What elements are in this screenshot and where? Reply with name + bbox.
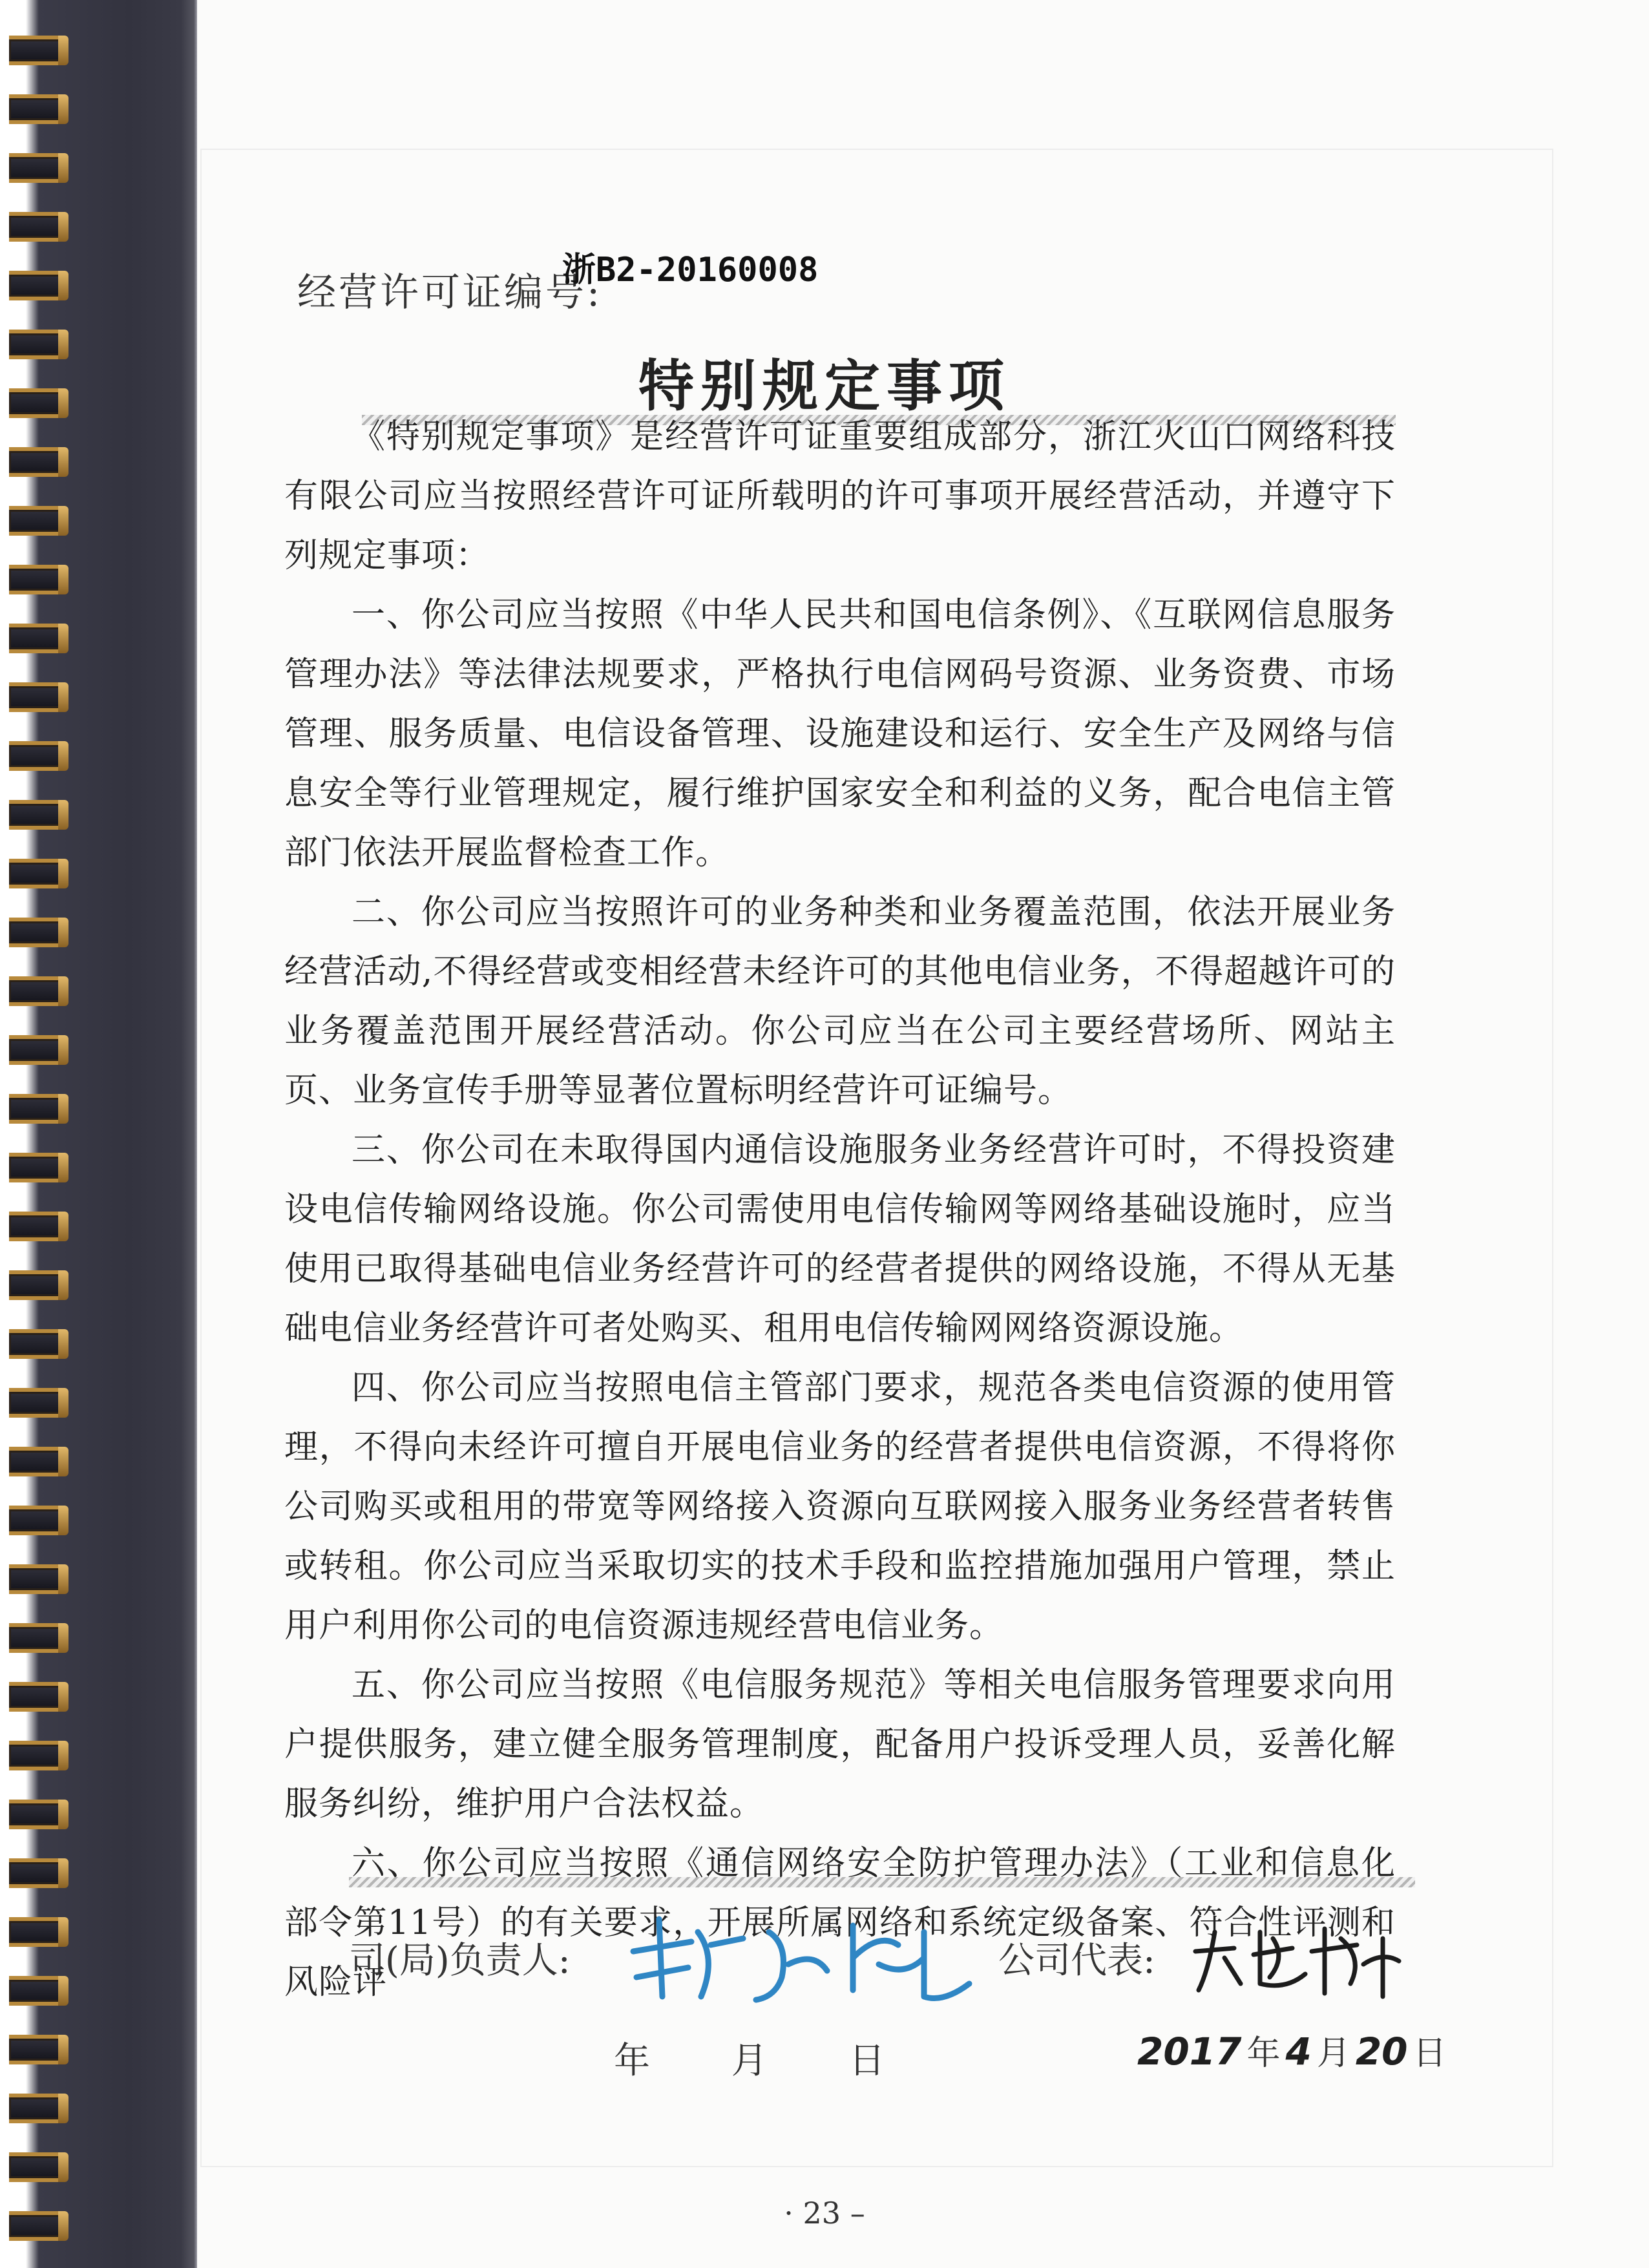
binding-ring xyxy=(9,1270,68,1300)
binding-ring xyxy=(9,1976,68,2006)
binding-ring xyxy=(9,976,68,1006)
binding-ring xyxy=(9,1212,68,1241)
binding-ring xyxy=(9,271,68,300)
binding-ring xyxy=(9,800,68,830)
binding-ring xyxy=(9,447,68,477)
date-day-char: 日 xyxy=(1413,2034,1447,2073)
binding-ring xyxy=(9,1388,68,1418)
paragraph-6: 六、你公司应当按照《通信网络安全防护管理办法》（工业和信息化部令第11号）的有关要求，开展所属网络和系统定级备案、符合性评测和风险评 xyxy=(284,1844,1396,2002)
date-filled xyxy=(1137,2026,1452,2074)
binding-ring xyxy=(9,36,68,65)
date-month: 4 xyxy=(1285,2030,1312,2074)
date-year: 2017 xyxy=(1137,2030,1242,2074)
signature-row xyxy=(349,1913,1447,2003)
binding-ring xyxy=(9,859,68,888)
license-label: 经营许可证编号: xyxy=(297,270,603,315)
binding-ring xyxy=(9,1917,68,1947)
paragraph-1: 一、你公司应当按照《中华人民共和国电信条例》、《互联网信息服务管理办法》等法律法规要求，严格执行电信网码号资源、业务资费、市场管理、服务质量、电信设备管理、设施建设和运行、安全生产及网络与信息安全等行业管理规定，履行维护国家安全和利益的义务，配合电信主管部门依法开展监督检查工作。 xyxy=(284,596,1396,872)
binding-ring xyxy=(9,1094,68,1124)
binding-ring xyxy=(9,1447,68,1476)
chief-signature-mark xyxy=(620,1906,982,2010)
binding-ring xyxy=(9,1506,68,1535)
date-month-char: 月 xyxy=(1316,2034,1350,2073)
binding-ring xyxy=(9,212,68,242)
paragraph-4: 四、你公司应当按照电信主管部门要求，规范各类电信资源的使用管理，不得向未经许可擅自开展电信业务的经营者提供电信资源，不得将你公司购买或租用的带宽等网络接入资源向互联网接入服务业务经营者转售或转租。你公司应当采取切实的技术手段和监控措施加强用户管理，禁止用户利用你公司的电信资源违规经营电信业务。 xyxy=(284,1369,1396,1645)
binding-ring xyxy=(9,918,68,947)
document-body xyxy=(284,407,1396,2012)
binding-ring xyxy=(9,1035,68,1065)
binding-ring xyxy=(9,741,68,771)
paragraph-3: 三、你公司在未取得国内通信设施服务业务经营许可时，不得投资建设电信传输网络设施。你公司需使用电信传输网等网络基础设施时，应当使用已取得基础电信业务经营许可的经营者提供的网络设施，不得从无基础电信业务经营许可者处购买、租用电信传输网网络资源设施。 xyxy=(284,1131,1396,1348)
rep-signature-mark xyxy=(1189,1913,1409,2003)
binding-ring xyxy=(9,1741,68,1770)
binding-ring xyxy=(9,506,68,536)
binding-ring xyxy=(9,153,68,183)
date-day: 20 xyxy=(1355,2030,1408,2074)
paragraph-2: 二、你公司应当按照许可的业务种类和业务覆盖范围，依法开展业务经营活动,不得经营或变相经营未经许可的其他电信业务，不得超越许可的业务覆盖范围开展经营活动。你公司应当在公司主要经营场所、网站主页、业务宣传手册等显著位置标明经营许可证编号。 xyxy=(284,893,1396,1110)
document-title: 特别规定事项 xyxy=(638,353,1011,419)
binding-ring xyxy=(9,2152,68,2182)
date-row xyxy=(0,2019,1649,2084)
page-number: · 23 – xyxy=(784,2196,865,2231)
binding-ring xyxy=(9,2094,68,2123)
chief-signature-label: 司(局)负责人: xyxy=(349,1940,571,1982)
paragraph-intro: 《特别规定事项》是经营许可证重要组成部分，浙江火山口网络科技有限公司应当按照经营许可证所载明的许可事项开展经营活动，并遵守下列规定事项： xyxy=(284,417,1396,575)
binding-ring xyxy=(9,1800,68,1829)
date-blank-field: 年 月 日 xyxy=(614,2040,920,2082)
binding-ring xyxy=(9,1329,68,1359)
binding-ring xyxy=(9,1153,68,1182)
rep-signature-label: 公司代表: xyxy=(998,1940,1155,1982)
binding-ring xyxy=(9,682,68,712)
binding-ring xyxy=(9,1682,68,1712)
paragraph-5: 五、你公司应当按照《电信服务规范》等相关电信服务管理要求向用户提供服务，建立健全服务管理制度，配备用户投诉受理人员，妥善化解服务纠纷，维护用户合法权益。 xyxy=(284,1666,1396,1823)
binding-ring xyxy=(9,565,68,594)
binding-ring xyxy=(9,1858,68,1888)
binding-ring xyxy=(9,1564,68,1594)
binding-ring xyxy=(9,94,68,124)
license-number: 浙B2-20160008 xyxy=(562,251,819,289)
binding-ring xyxy=(9,624,68,653)
date-year-char: 年 xyxy=(1246,2034,1281,2073)
binding-ring xyxy=(9,1623,68,1653)
